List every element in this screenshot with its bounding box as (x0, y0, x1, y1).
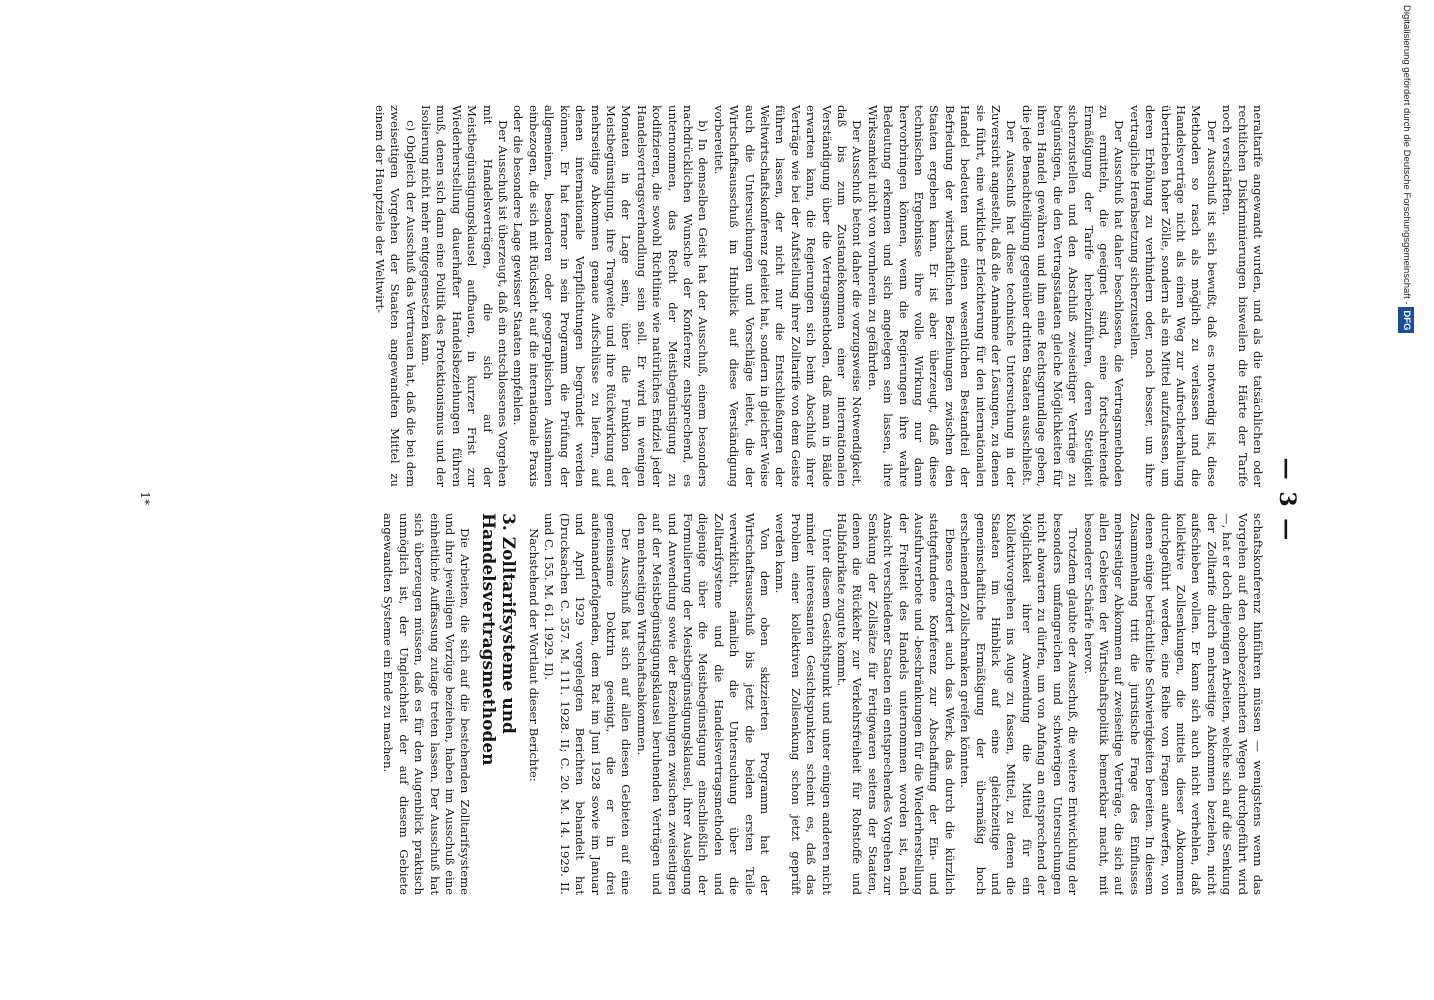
paragraph: b) In demselben Geist hat der Ausschuß, einem besonders nachdrücklichen Wunsche der Konferenz entsprechend, es unternommen, das Recht der Meistbegünstigung zu kodifizieren, die sowohl Richtlinie wie natürliches Endziel jeder Handelsvertragsverhandlung sein soll. Er wird in wenigen Monaten in der Lage sein, über die Funktion der Meistbegünstigung, ihre Tragweite und ihre Rückwirkung auf mehrseitige Abkommen genaue Aufschlüsse zu liefern, auf denen internationale Verpflichtungen begründet werden können. Er hat ferner in sein Programm die Prüfung der allgemeinen, besonderen oder geographischen Ausnahmen einbezogen, die sich mit Rücksicht auf die internationale Praxis oder die besondere Lage gewisser Staaten empfehlen. (511, 105, 711, 487)
digitization-credit-text: Digitalisierung gefördert durch die Deutsche Forschungsgemeinschaft - (1401, 5, 1412, 305)
paragraph: Der Ausschuß ist sich bewußt, daß es notwendig ist, diese Methoden so rasch als möglich zu verlassen und die Handelsverträge nicht als einen Weg zur Aufrechterhaltung übertrieben hoher Zölle, sondern als ein Mittel aufzufassen, um deren Erhöhung zu verhindern oder, noch besser, um ihre vertragliche Herabsetzung sicherzustellen. (1127, 105, 1219, 487)
paragraph: Die Arbeiten, die sich auf die bestehenden Zolltarifsysteme und ihre jeweiligen Vorzüge beziehen, haben im Ausschuß eine einheitliche Auffassung zutage treten lassen. Der Ausschuß hat sich überzeugen müssen, daß es für den Augenblick praktisch unmöglich ist, der Ungleichheit der auf diesem Gebiete angewandten Systeme ein Ende zu machen. (381, 513, 473, 895)
paragraph: Der Ausschuß betont daher die vorzugsweise Notwendigkeit, daß bis zum Zustandekommen einer internationalen Verständigung über die Vertragsmethoden, daß man in Bälde erwarten kann, die Regierungen sich beim Abschluß ihrer Verträge wie bei der Aufstellung ihrer Zolltarife von dem Geiste führen lassen, der nicht nur die Entschließungen der Weltwirtschaftskonferenz geleitet hat, sondern in gleicher Weise auch die Untersuchungen und Vorschläge leitet, die der Wirtschaftsausschuß im Hinblick auf diese Verständigung vorbereitet. (711, 105, 865, 487)
paragraph: Nachstehend der Wortlaut dieser Berichte: (526, 528, 541, 782)
paragraph: Der Ausschuß hat diese technische Untersuchung in der Zuversicht angestellt, daß die Annahme der Lösungen, zu denen sie führt, eine wirkliche Erleichterung für den internationalen Handel bedeuten und einen wesentlichen Bestandteil der Befriedung der wirtschaftlichen Beziehungen zwischen den Staaten ergeben kann. Er ist aber überzeugt, daß diese technischen Ergebnisse ihre volle Wirkung nur dann hervorbringen können, wenn die Regierungen ihre wahre Bedeutung erkennen und sich angelegen sein lassen, ihre Wirksamkeit nicht von vornherein zu gefährden. (865, 105, 1019, 487)
paragraph: Der Ausschuß hat daher beschlossen, die Vertragsmethoden zu ermitteln, die geeignet sind, eine fortschreitende Ermäßigung der Tarife herbeizuführen, deren Stetigkeit sicherzustellen und den Abschluß zweiseitiger Verträge zu begünstigen, die den Vertragsstaaten gleiche Möglichkeiten für ihren Handel gewähren und ihm eine Rechtsgrundlage geben, die jede Benachteiligung gegenüber dritten Staaten ausschließt. (1019, 105, 1127, 487)
footer-mark: 1* (138, 491, 152, 505)
paragraph: Der Ausschuß hat sich auf allen diesen Gebieten auf eine gemeinsame Doktrin geeinigt, die er in drei aufeinanderfolgenden, dem Rat im Juni 1928 sowie im Januar und April 1929 vorgelegten Berichten behandelt hat (Drucksachen C. 357. M. 111. 1928. II; C. 20. M. 14. 1929. II. und C. 155. M. 61. 1929. II). (542, 513, 634, 895)
digitization-credit (1398, 5, 1414, 995)
page-number-header: — 3 — (1274, 457, 1300, 543)
text-columns (160, 105, 1265, 895)
scanned-page (130, 75, 1310, 925)
left-column (160, 105, 1265, 487)
right-column (160, 513, 1265, 895)
paragraph: Unter diesem Gesichtspunkt und unter einigen anderen nicht minder interessanten Gesichtspunkten scheint es, daß das Problem einer kollektiven Zollsenkung schon jetzt geprüft werden kann. (773, 513, 834, 895)
paragraph: Trotzdem glaubte der Ausschuß, die weitere Entwicklung der besonders umfangreichen und schwierigen Untersuchungen nicht abwarten zu dürfen, um von Anfang an entsprechend der Möglichkeit ihrer Anwendung die Mittel für ein Kollektivvorgehen ins Auge zu fassen, Mittel, zu denen die Staaten im Hinblick auf eine gleichzeitige und gemeinschaftliche Ermäßigung der übermäßig hoch erscheinenden Zollschranken greifen könnten. (958, 513, 1081, 895)
paragraph: neraltarife angewandt wurden, und als die tatsächlichen oder rechtlichen Diskriminierungen bisweilen die Härte der Tarife noch verschärften. (1220, 105, 1265, 487)
paragraph: schaftskonferenz hinführen müssen — wenigstens wenn das Vorgehen auf den obenbezeichneten Wegen durchgeführt wird —, hat er doch diejenigen Arbeiten, welche sich auf die Senkung der Zolltarife durch mehrseitige Abkommen beziehen, nicht aufschieben wollen. Er kann sich auch nicht verhehlen, daß kollektive Zollsenkungen, die mittels dieser Abkommen durchgeführt werden, eine Reihe von Fragen aufwerfen, von denen einige beträchtliche Schwierigkeiten bereiten. In diesem Zusammenhang tritt die juristische Frage des Einflusses mehrseitiger Abkommen auf zweiseitige Verträge, die sich auf allen Gebieten der Wirtschaftspolitik bemerkbar macht, mit besonderer Schärfe hervor. (1081, 513, 1265, 895)
page-body (130, 75, 1310, 925)
paragraph: Ebenso erfordert auch das Werk, das durch die kürzlich stattgefundene Konferenz zur Abschaffung der Ein- und Ausfuhrverbote und -beschränkungen für die Wiederherstellung der Freiheit des Handels unternommen worden ist, nach Ansicht verschiedener Staaten ein entsprechendes Vorgehen zur Senkung der Zollsätze für Fertigwaren seitens der Staaten, denen die Rückkehr zur Verkehrsfreiheit für Rohstoffe und Halbfabrikate zugute kommt. (835, 513, 957, 895)
paragraph: Von dem oben skizzierten Programm hat der Wirtschaftsausschuß bis jetzt die beiden ersten Teile verwirklicht, nämlich die Untersuchung über die Zolltarifsysteme und die Handelsvertragsmethoden und diejenige über die Meistbegünstigung einschließlich der Formulierung der Meistbegünstigungsklausel, ihrer Auslegung und Anwendung sowie der Beziehungen zwischen zweiseitigen auf der Meistbegünstigungsklausel beruhenden Verträgen und den mehrseitigen Wirtschaftsabkommen. (634, 513, 772, 895)
section-heading: 3. Zolltarifsysteme und Handelsvertragsmethoden (478, 513, 519, 766)
paragraph: Der Ausschuß ist überzeugt, daß ein entschlossenes Vorgehen mit Handelsverträgen, die sich auf der Meistbegünstigungsklausel aufbauen, in kurzer Frist zur Wiederherstellung dauerhafter Handelsbeziehungen führen muß, denen sich dann eine Politik des Protektionismus und der Isolierung nicht mehr entgegensetzen kann. (419, 105, 511, 487)
dfg-logo: DFG (1398, 307, 1414, 333)
paragraph: c) Obgleich der Ausschuß das Vertrauen hat, daß die bei dem zweiseitigen Vorgehen der Staaten angewandten Mittel zu einem der Hauptziele der Weltwirt- (372, 105, 418, 487)
